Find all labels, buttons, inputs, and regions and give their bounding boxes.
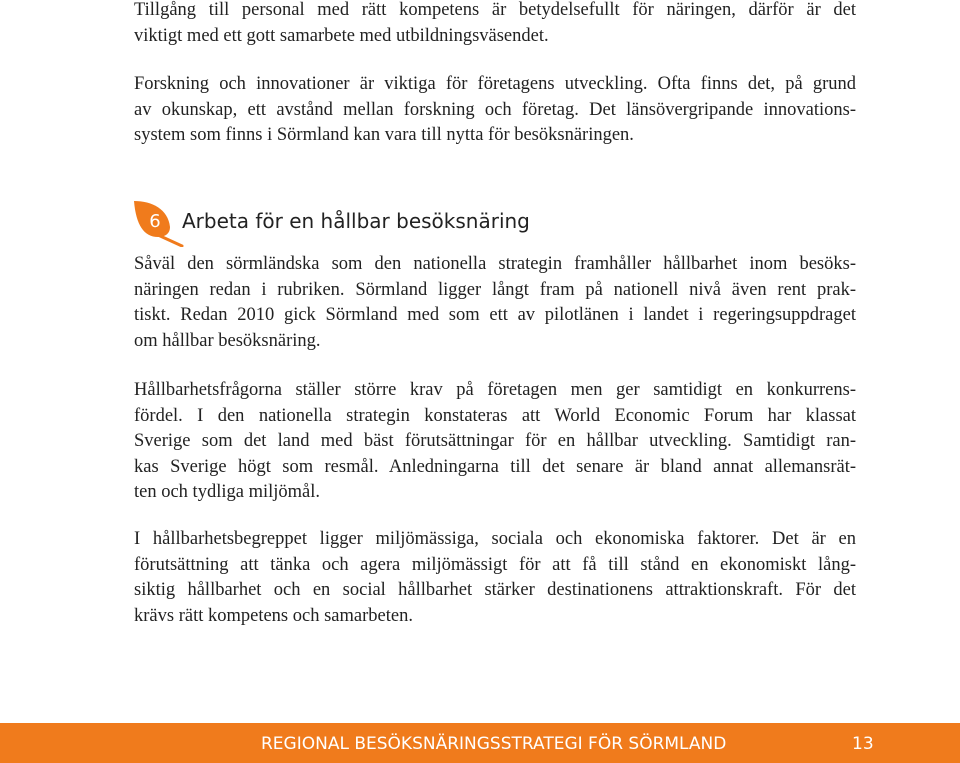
text-line: förutsättning att tänka och agera miljömässigt för att få till stånd en ekonomiskt lång- (134, 554, 856, 575)
section-number: 6 (149, 211, 161, 232)
intro-paragraph-1 (134, 0, 856, 49)
section-paragraph-1 (134, 252, 856, 354)
text-line: av okunskap, ett avstånd mellan forskning och företag. Det länsövergripande innovations- (134, 99, 856, 120)
page-footer (0, 723, 960, 763)
text-line: om hållbar besöksnäring. (134, 330, 321, 351)
text-line: tiskt. Redan 2010 gick Sörmland med som ett av pilotlänen i landet i regeringsuppdraget (134, 305, 856, 325)
text-line: krävs rätt kompetens och samarbeten. (134, 605, 413, 626)
text-line: viktigt med ett gott samarbete med utbildningsväsendet. (134, 25, 549, 46)
text-line: kas Sverige högt som resmål. Anledningarna till det senare är bland annat allemansrät- (134, 456, 856, 477)
intro-paragraph-2 (134, 72, 856, 149)
text-line: Tillgång till personal med rätt kompetens är betydelsefullt för näringen, därför är det (134, 0, 856, 20)
text-line: siktig hållbarhet och en social hållbarhet stärker destinationens attraktionskraft. För det (134, 580, 856, 600)
text-line: Sverige som det land med bäst förutsättningar för en hållbar utveckling. Samtidigt ran- (134, 431, 856, 451)
page-number: 13 (852, 734, 874, 754)
text-line: fördel. I den nationella strategin konstateras att World Economic Forum har klassat (134, 405, 856, 426)
section-heading (134, 199, 856, 247)
text-line: Hållbarhetsfrågorna ställer större krav på företagen men ger samtidigt en konkurrens- (134, 380, 856, 400)
section-title: Arbeta för en hållbar besöksnäring (182, 209, 530, 233)
text-line: Såväl den sörmländska som den nationella strategin framhåller hållbarhet inom besöks- (134, 254, 856, 274)
text-line: näringen redan i rubriken. Sörmland ligger långt fram på nationell nivå även rent prak- (134, 279, 856, 300)
footer-title: REGIONAL BESÖKSNÄRINGSSTRATEGI FÖR SÖRMLAND (261, 734, 727, 754)
text-line: system som finns i Sörmland kan vara till nytta för besöksnäringen. (134, 125, 634, 145)
section-paragraph-3 (134, 527, 856, 629)
text-line: ten och tydliga miljömål. (134, 482, 320, 502)
text-line: I hållbarhetsbegreppet ligger miljömässiga, sociala och ekonomiska faktorer. Det är en (134, 529, 856, 549)
section-paragraph-2 (134, 378, 856, 506)
text-line: Forskning och innovationer är viktiga för företagens utveckling. Ofta finns det, på grund (134, 74, 856, 94)
